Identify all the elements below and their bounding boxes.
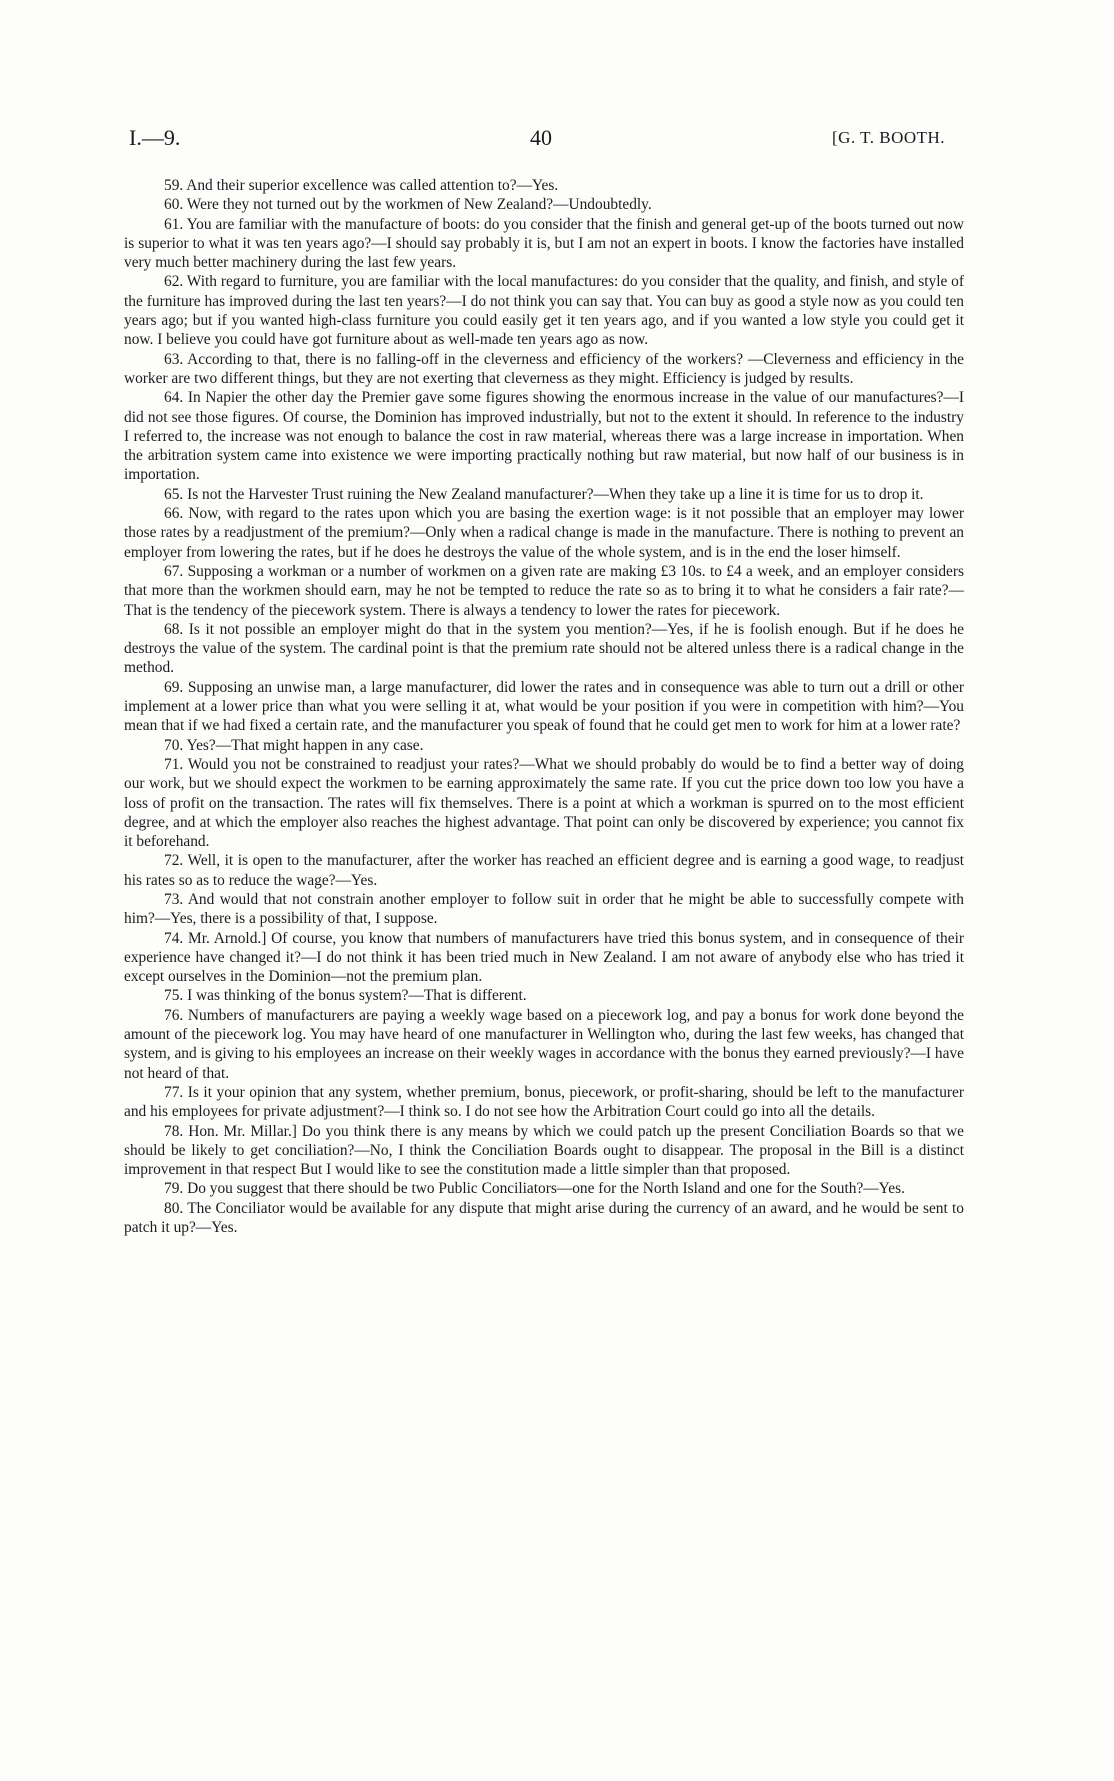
question-69: 69. Supposing an unwise man, a large manufacturer, did lower the rates and in consequence was able to turn out a drill or other implement at a lower price than what you were selling it at, what would be your position if you were in competition with him?—You mean that if we had fixed a certain rate, and the manufacturer you speak of found that he could get men to work for him at a lower rate?	[124, 678, 964, 735]
page-number: 40	[530, 125, 552, 150]
question-70: 70. Yes?—That might happen in any case.	[164, 736, 424, 754]
question-78: 78. Hon. Mr. Millar.] Do you think there is any means by which we could patch up the present Conciliation Boards so that we should be likely to get conciliation?—No, I think the Conciliation Boards ought to disappear. The proposal in the Bill is a distinct improvement in that respect But I would like to see the constitution made a little simpler than that proposed.	[124, 1122, 964, 1179]
question-75: 75. I was thinking of the bonus system?—That is different.	[164, 987, 527, 1005]
question-74: 74. Mr. Arnold.] Of course, you know that numbers of manufacturers have tried this bonus system, and in consequence of their experience have changed it?—I do not think it has been tried much in New Zealand. I am not aware of anybody else who has tried it except ourselves in the Dominion—not the premium plan.	[124, 929, 964, 986]
question-71: 71. Would you not be constrained to readjust your rates?—What we should probably do would be to find a better way of doing our work, but we should expect the workmen to be earning approximately the same rate. If you cut the price down too low you have a loss of profit on the transaction. The rates will fix themselves. There is a point at which a workman is spurred on to the most efficient degree, and at which the employer also reaches the highest advantage. That point can only be discovered by experience; you cannot fix it beforehand.	[124, 755, 964, 851]
question-66: 66. Now, with regard to the rates upon which you are basing the exertion wage: is it not possible that an employer may lower those rates by a readjustment of the premium?—Only when a radical change is made in the manufacture. There is nothing to prevent an employer from lowering the rates, but if he does he destroys the value of the whole system, and is in the end the loser himself.	[124, 505, 964, 561]
question-63: 63. According to that, there is no falling-off in the cleverness and efficiency of the workers? —Cleverness and efficiency in the worker are two different things, but they are not exerting that cleverness as they might. Efficiency is judged by results.	[124, 350, 964, 387]
question-67: 67. Supposing a workman or a number of workmen on a given rate are making £3 10s. to £4 a week, and an employer considers that more than the workmen should earn, may he not be tempted to reduce the rate so as to bring it to what he considers a fair rate?—That is the tendency of the piecework system. There is always a tendency to lower the rates for piecework.	[124, 562, 964, 619]
question-76: 76. Numbers of manufacturers are paying a weekly wage based on a piecework log, and pay a bonus for work done beyond the amount of the piecework log. You may have heard of one manufacturer in Wellington who, during the last few weeks, has changed that system, and is giving to his employees an increase on their weekly wages in accordance with the bonus they earned previously?—I have not heard of that.	[124, 1006, 964, 1082]
testimony-body	[124, 176, 964, 1237]
question-73: 73. And would that not constrain another employer to follow suit in order that he might be able to successfully compete with him?—Yes, there is a possibility of that, I suppose.	[124, 890, 964, 928]
question-64: 64. In Napier the other day the Premier gave some figures showing the enormous increase in the value of our manufactures?—I did not see those figures. Of course, the Dominion has improved industrially, but not to the extent it should. In reference to the industry I referred to, the increase was not enough to balance the cost in raw material, whereas there was a large increase in importation. When the arbitration system came into existence we were importing practically nothing but raw material, but now half of our business is in importation.	[124, 389, 964, 484]
question-61: 61. You are familiar with the manufacture of boots: do you consider that the finish and general get-up of the boots turned out now is superior to what it was ten years ago?—I should say probably it is, but I am not an expert in boots. I know the factories have installed very much better machinery during the last few years.	[124, 215, 964, 272]
question-65: 65. Is not the Harvester Trust ruining the New Zealand manufacturer?—When they take up a line it is time for us to drop it.	[164, 485, 924, 503]
question-77: 77. Is it your opinion that any system, whether premium, bonus, piecework, or profit-sharing, should be left to the manufacturer and his employees for private adjustment?—I think so. I do not see how the Arbitration Court could go into all the details.	[124, 1083, 964, 1121]
question-68: 68. Is it not possible an employer might do that in the system you mention?—Yes, if he is foolish enough. But if he does he destroys the value of the system. The cardinal point is that the premium rate should not be altered unless there is a radical change in the method.	[124, 620, 964, 677]
question-80: 80. The Conciliator would be available for any dispute that might arise during the currency of an award, and he would be sent to patch it up?—Yes.	[124, 1199, 964, 1237]
question-72: 72. Well, it is open to the manufacturer, after the worker has reached an efficient degree and is earning a good wage, to readjust his rates so as to reduce the wage?—Yes.	[124, 852, 964, 889]
question-59: 59. And their superior excellence was called attention to?—Yes.	[164, 177, 559, 194]
question-62: 62. With regard to furniture, you are familiar with the local manufactures: do you consider that the quality, and finish, and style of the furniture has improved during the last ten years?—I do not think you can say that. You can buy as good a style now as you could ten years ago; but if you wanted high-class furniture you could easily get it ten years ago, and if you wanted a low style you could get it now. I believe you could have got furniture about as well-made ten years ago as now.	[124, 273, 964, 349]
report-reference: I.—9.	[129, 125, 181, 150]
question-60: 60. Were they not turned out by the workmen of New Zealand?—Undoubtedly.	[164, 196, 652, 214]
question-79: 79. Do you suggest that there should be two Public Conciliators—one for the North Island and one for the South?—Yes.	[164, 1180, 905, 1198]
witness-name: [G. T. BOOTH.	[832, 128, 946, 147]
